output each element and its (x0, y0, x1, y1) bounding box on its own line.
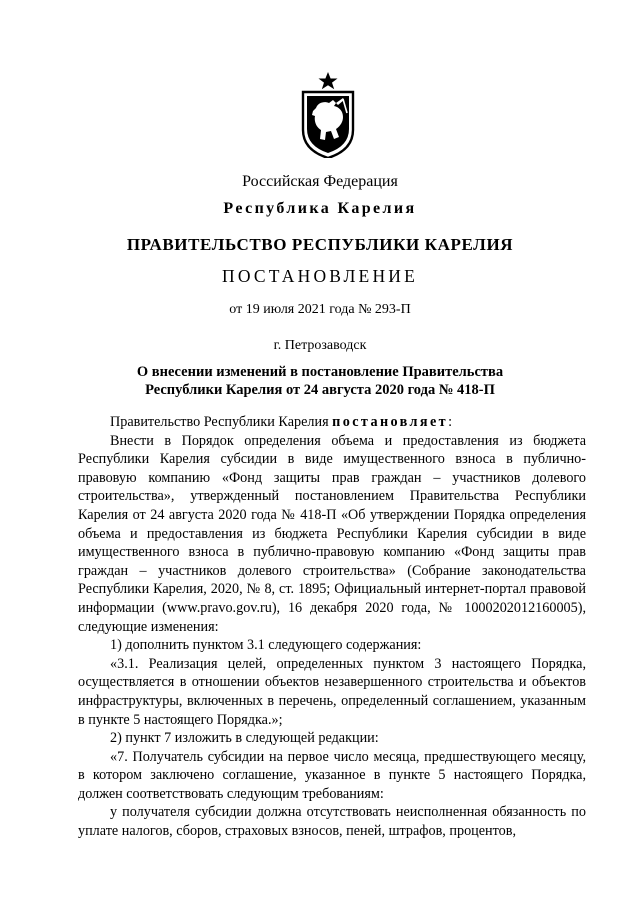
subject-line-2: Республики Карелия от 24 августа 2020 года № 418-П (145, 382, 495, 398)
karelia-coat-of-arms-icon (299, 72, 357, 158)
list-item-1: 1) дополнить пунктом 3.1 следующего содержания: (110, 637, 422, 654)
intro-paragraph (78, 413, 586, 432)
header-republic: Республика Карелия (223, 200, 417, 217)
intro-suffix: : (448, 414, 453, 430)
paragraph-requirements: у получателя субсидии должна отсутствовать неисполненная обязанность по уплате налогов, сборов, страховых взносов, пеней, штрафов, процентов, (78, 804, 586, 840)
quoted-clause-3-1: «3.1. Реализация целей, определенных пунктом 3 настоящего Порядка, осуществляется в отношении объектов незавершенного строительства и объектов инфраструктуры, включенных в перечень, определенный соглашением, указанным в пункте 5 настоящего Порядка.»; (78, 655, 586, 728)
quoted-clause-7: «7. Получатель субсидии на первое число месяца, предшествующего месяцу, в котором заключено соглашение, указанное в пункте 5 настоящего Порядка, должен соответствовать следующим требованиям: (78, 748, 586, 802)
document-type: ПОСТАНОВЛЕНИЕ (221, 266, 419, 286)
header-federation: Российская Федерация (242, 173, 398, 190)
intro-prefix: Правительство Республики Карелия (110, 414, 333, 430)
paragraph-main-amendment: Внести в Порядок определения объема и предоставления из бюджета Республики Карелия субсидии в виде имущественного взноса в публично-правовую компанию «Фонд защиты прав граждан – участников долевого строительства», утвержденный постановлением Правительства Республики Карелия от 24 августа 2020 года № 418-П «Об утверждении Порядка определения объема и предоставления из бюджета Республики Карелия субсидии в виде имущественного взноса в публично-правовую компанию «Фонд защиты прав граждан – участников долевого строительства» (Собрание законодательства Республики Карелия, 2020, № 8, ст. 1895; Официальный интернет-портал правовой информации (www.pravo.gov.ru), 16 декабря 2020 года, № 1000202012160005), следующие изменения: (78, 432, 586, 635)
document-date-number: от 19 июля 2021 года № 293-П (229, 302, 411, 317)
list-item-2: 2) пункт 7 изложить в следующей редакции: (110, 730, 379, 747)
header-government: ПРАВИТЕЛЬСТВО РЕСПУБЛИКИ КАРЕЛИЯ (126, 235, 514, 254)
subject-line-1: О внесении изменений в постановление Правительства (136, 364, 504, 380)
document-body (78, 413, 586, 841)
document-city: г. Петрозаводск (273, 338, 367, 353)
decree-keyword: постановляет (332, 414, 449, 430)
